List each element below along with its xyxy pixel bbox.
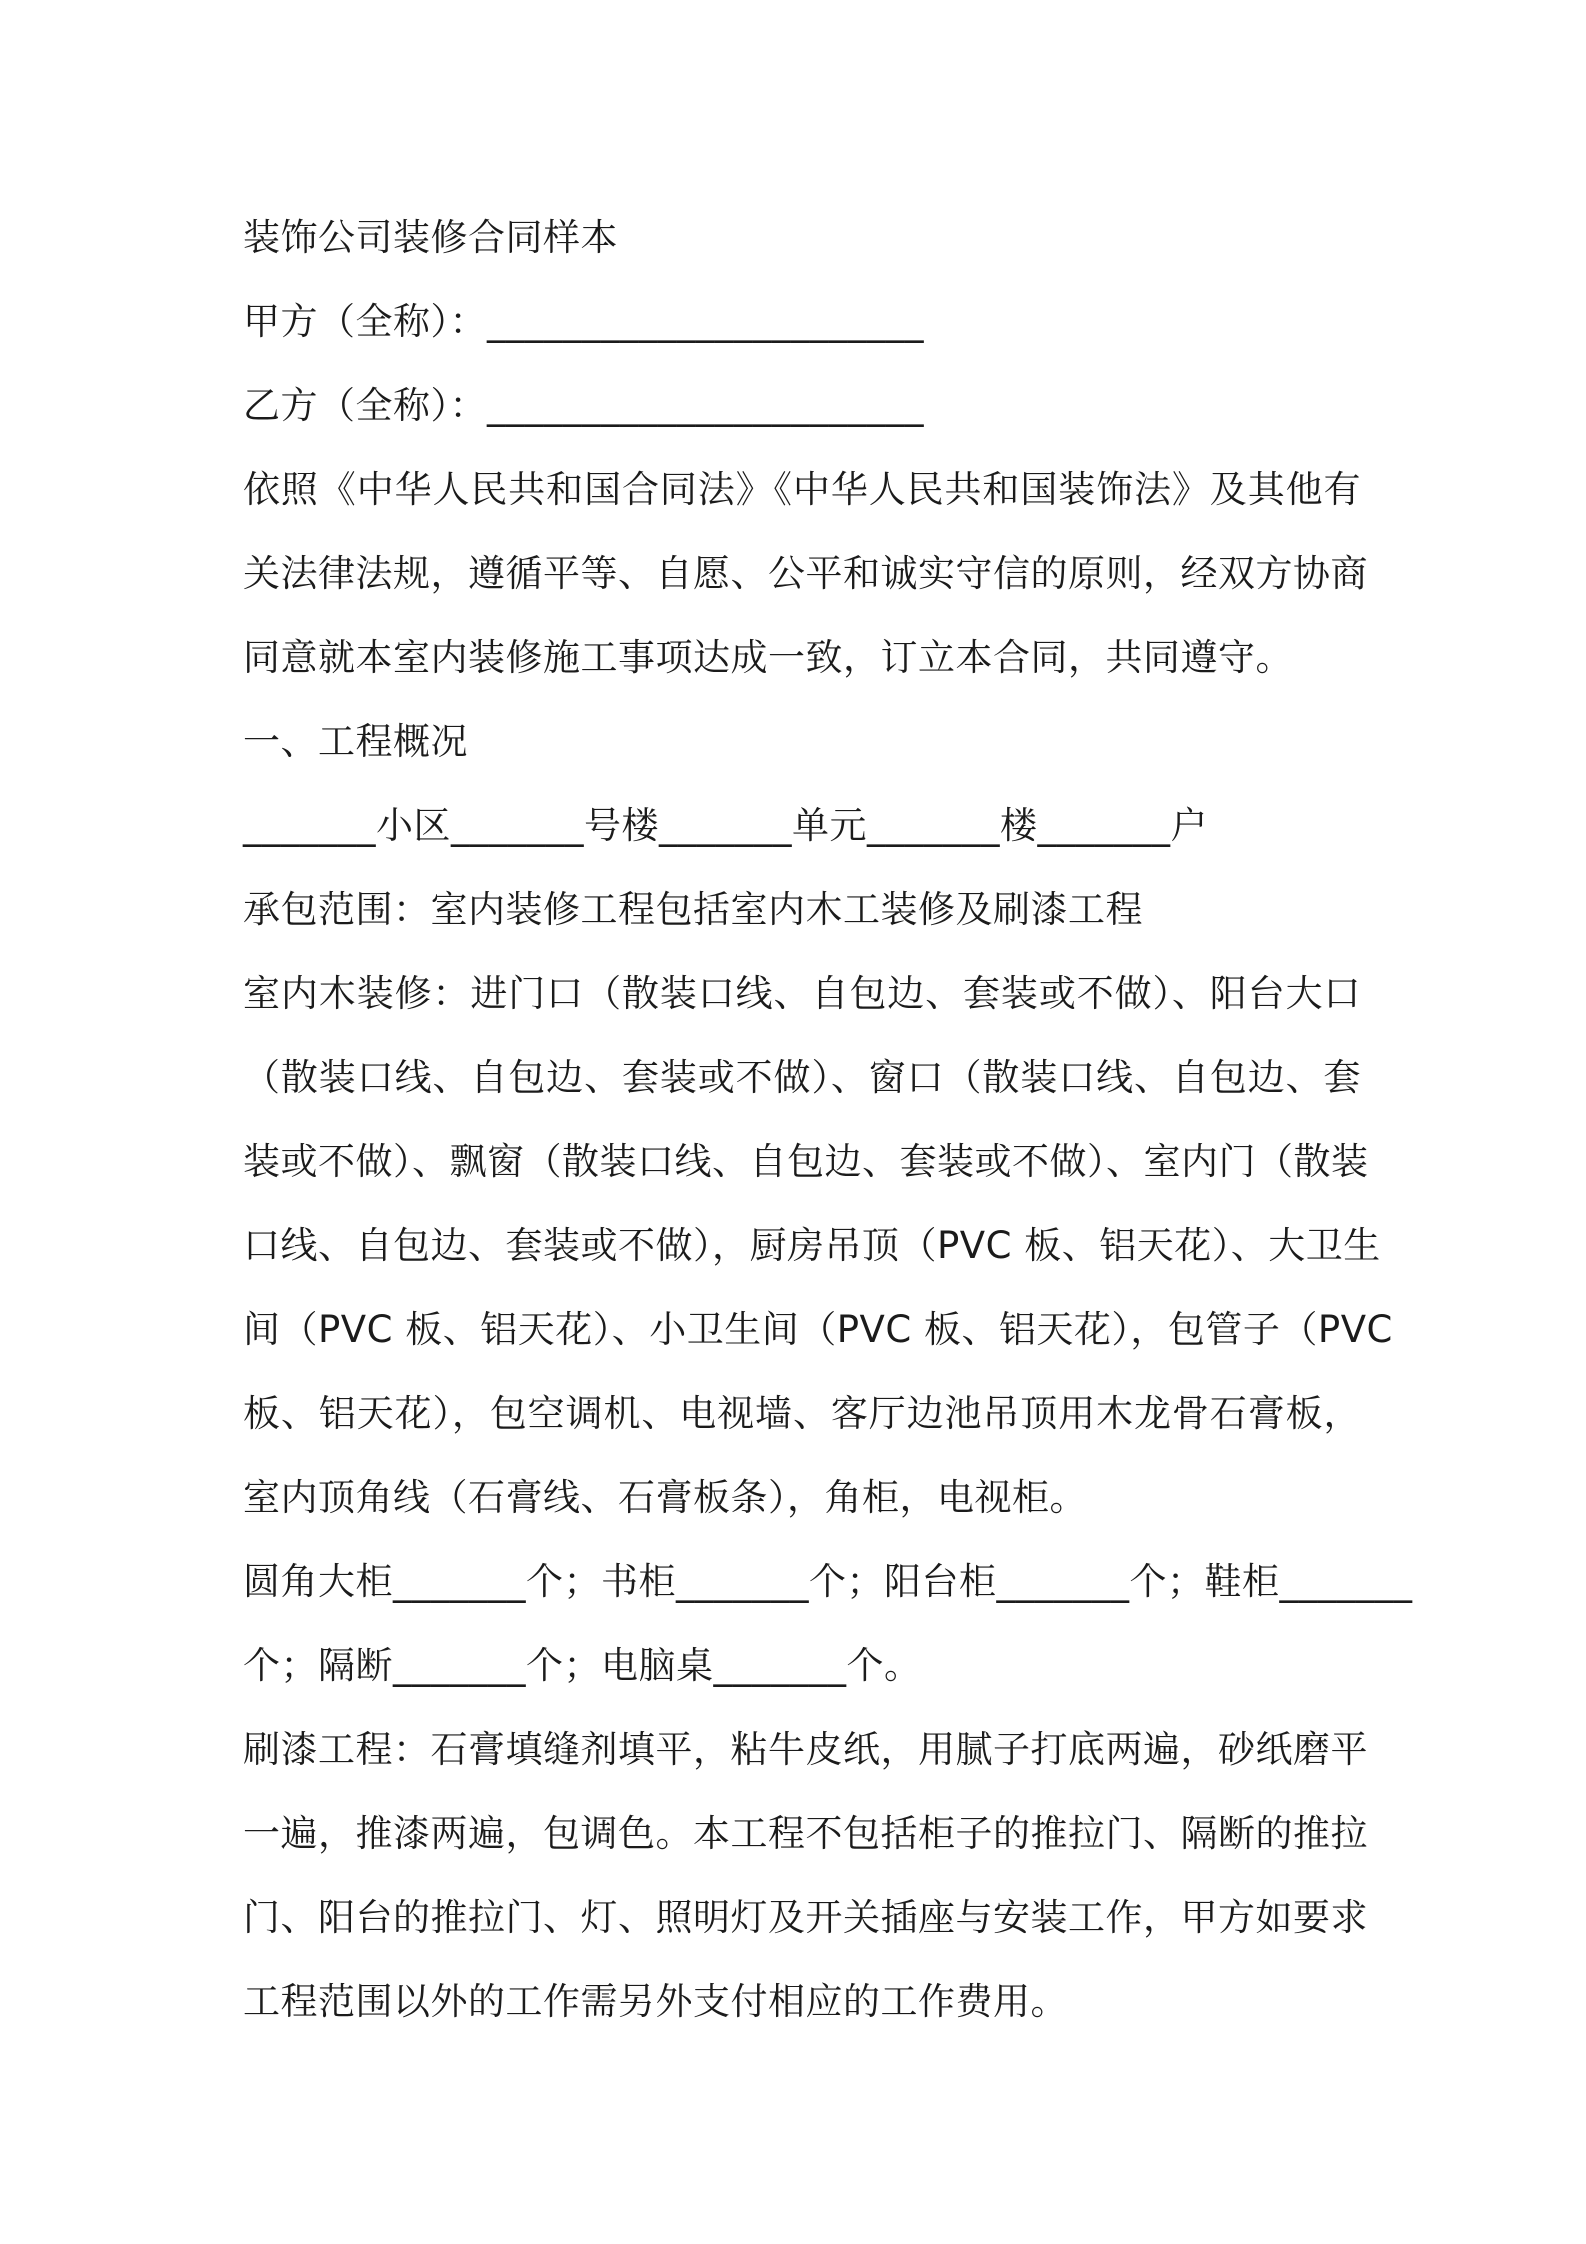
section-heading: 一、工程概况 xyxy=(243,720,468,763)
painting-line: 工程范围以外的工作需另外支付相应的工作费用。 xyxy=(243,1980,1068,2023)
cabinet-line: 圆角大柜_______个；书柜_______个；阳台柜_______个；鞋柜_______ xyxy=(243,1560,1413,1603)
woodwork-line: 室内顶角线（石膏线、石膏板条），角柜，电视柜。 xyxy=(243,1476,1087,1519)
woodwork-line: （散装口线、自包边、套装或不做）、窗口（散装口线、自包边、套 xyxy=(243,1056,1361,1099)
cabinet-line: 个；隔断_______个；电脑桌_______个。 xyxy=(243,1644,922,1687)
document-title: 装饰公司装修合同样本 xyxy=(243,216,618,259)
intro-line: 同意就本室内装修施工事项达成一致，订立本合同，共同遵守。 xyxy=(243,636,1293,679)
painting-line: 一遍，推漆两遍，包调色。本工程不包括柜子的推拉门、隔断的推拉 xyxy=(243,1812,1368,1855)
woodwork-line: 室内木装修：进门口（散装口线、自包边、套装或不做）、阳台大口 xyxy=(243,972,1361,1015)
painting-line: 门、阳台的推拉门、灯、照明灯及开关插座与安装工作，甲方如要求 xyxy=(243,1896,1368,1939)
woodwork-line: 口线、自包边、套装或不做），厨房吊顶（PVC 板、铝天花）、大卫生 xyxy=(243,1224,1381,1267)
intro-line: 依照《中华人民共和国合同法》《中华人民共和国装饰法》及其他有 xyxy=(243,468,1361,511)
painting-line: 刷漆工程：石膏填缝剂填平，粘牛皮纸，用腻子打底两遍，砂纸磨平 xyxy=(243,1728,1368,1771)
woodwork-line: 板、铝天花），包空调机、电视墙、客厅边池吊顶用木龙骨石膏板， xyxy=(243,1392,1361,1435)
contract-body xyxy=(243,196,1413,2044)
scope-line: 承包范围：室内装修工程包括室内木工装修及刷漆工程 xyxy=(243,888,1143,931)
intro-line: 关法律法规，遵循平等、自愿、公平和诚实守信的原则，经双方协商 xyxy=(243,552,1368,595)
woodwork-line: 间（PVC 板、铝天花）、小卫生间（PVC 板、铝天花），包管子（PVC xyxy=(243,1308,1393,1351)
party-b-line: 乙方（全称）：_______________________ xyxy=(243,384,924,427)
woodwork-line: 装或不做）、飘窗（散装口线、自包边、套装或不做）、室内门（散装 xyxy=(243,1140,1369,1183)
party-a-line: 甲方（全称）：_______________________ xyxy=(243,300,924,343)
address-line: _______小区_______号楼_______单元_______楼_______户 xyxy=(243,804,1208,847)
